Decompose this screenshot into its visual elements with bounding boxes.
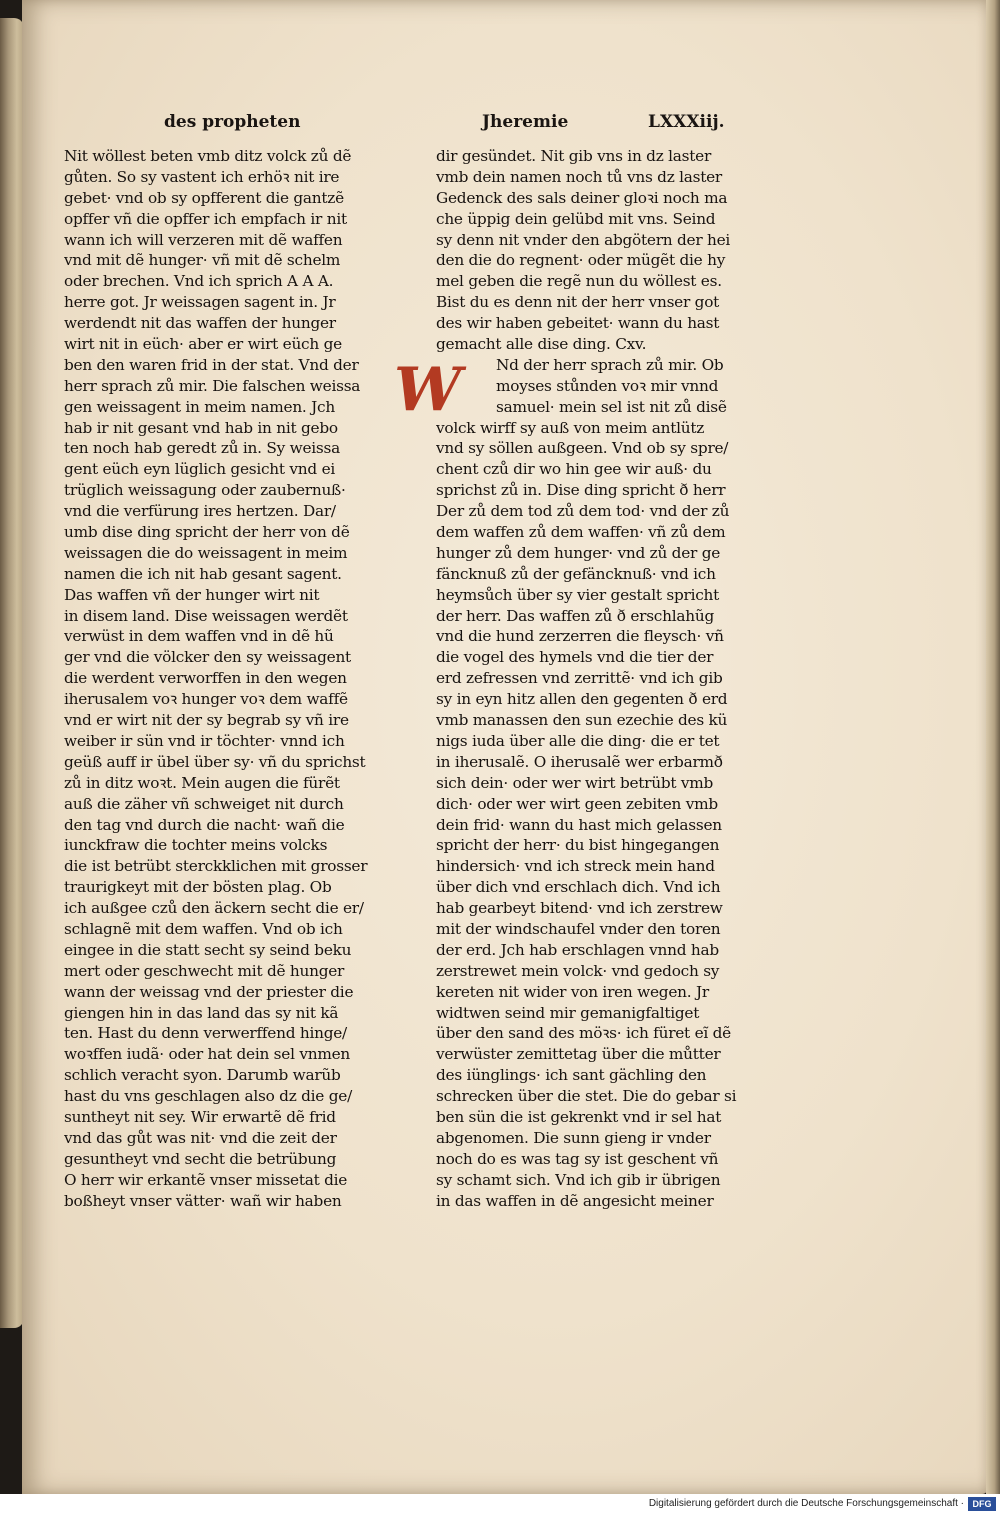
book-edge-right: [986, 0, 1000, 1494]
text-line: der erd. Jch hab erschlagen vnnd hab: [436, 940, 719, 959]
text-line: O herr wir erkantẽ vnser missetat die: [64, 1170, 348, 1189]
text-line: dein frid· wann du hast mich gelassen: [436, 815, 722, 834]
text-line: volck wirff sy auß von meim antlütz: [436, 418, 705, 437]
text-line: gen weissagent in meim namen. Jch: [64, 397, 335, 416]
text-line: vmb dein namen noch tů vns dz laster: [436, 167, 722, 186]
text-line: die werdent verworffen in den wegen: [64, 669, 347, 688]
text-line: widtwen seind mir gemanigfaltiget: [436, 1003, 700, 1022]
text-line: wirt nit in eüch· aber er wirt eüch ge: [64, 335, 342, 354]
text-line: des wir haben gebeitet· wann du hast: [436, 314, 720, 333]
text-column-left: [64, 146, 384, 1211]
text-line: verwüster zemittetag über die můtter: [436, 1045, 721, 1064]
text-column-right: [436, 146, 760, 1211]
text-line: sy in eyn hitz allen den gegenten ð erd: [436, 690, 728, 709]
text-line: in iherusalẽ. O iherusalẽ wer erbarmð: [436, 752, 723, 771]
text-line: werdendt nit das waffen der hunger: [64, 314, 336, 333]
text-line: hab ir nit gesant vnd hab in nit gebo: [64, 418, 338, 437]
text-line: gesuntheyt vnd secht die betrübung: [64, 1149, 337, 1168]
text-line: über dich vnd erschlach dich. Vnd ich: [436, 878, 721, 897]
text-line: ben den waren frid in der stat. Vnd der: [64, 355, 359, 374]
text-line: auß die zäher vñ schweiget nit durch: [64, 794, 344, 813]
text-line: trüglich weissagung oder zaubernuß·: [64, 481, 346, 500]
text-line: giengen hin in das land das sy nit kã: [64, 1003, 339, 1022]
rubricated-initial: W: [394, 355, 462, 425]
text-line: namen die ich nit hab gesant sagent.: [64, 564, 342, 583]
text-line: Nit wöllest beten vmb ditz volck zů dẽ: [64, 147, 352, 165]
text-line: ger vnd die völcker den sy weissagent: [64, 648, 351, 667]
text-line: ich außgee czů den äckern secht die er/: [64, 899, 364, 918]
text-line: die vogel des hymels vnd die tier der: [436, 648, 714, 667]
text-line: den tag vnd durch die nacht· wañ die: [64, 815, 345, 834]
text-line: weissagen die do weissagent in meim: [64, 543, 348, 562]
text-line: vnd er wirt nit der sy begrab sy vñ ire: [64, 711, 349, 730]
text-line: spricht der herr· du bist hingegangen: [436, 836, 720, 855]
footer-bar: [0, 1494, 1000, 1516]
text-line: ten. Hast du denn verwerffend hinge/: [64, 1024, 347, 1043]
text-line: boßheyt vnser vätter· wañ wir haben: [64, 1191, 342, 1210]
text-line: Das waffen vñ der hunger wirt nit: [64, 585, 320, 604]
text-line: nigs iuda über alle die ding· die er tet: [436, 731, 720, 750]
text-line: sy schamt sich. Vnd ich gib ir übrigen: [436, 1170, 721, 1189]
text-line: iherusalem voꝛ hunger voꝛ dem waffẽ: [64, 690, 348, 709]
text-line: weiber ir sün vnd ir töchter· vnnd ich: [64, 731, 345, 750]
text-line: chent czů dir wo hin gee wir auß· du: [436, 460, 712, 479]
text-line: hindersich· vnd ich streck mein hand: [436, 857, 715, 876]
text-line: Gedenck des sals deiner gloꝛi noch ma: [436, 188, 728, 207]
text-line: umb dise ding spricht der herr von dẽ: [64, 523, 350, 542]
text-line: herre got. Jr weissagen sagent in. Jr: [64, 293, 336, 312]
text-line: dich· oder wer wirt geen zebiten vmb: [436, 794, 718, 813]
text-line: gemacht alle dise ding. Cxv.: [436, 335, 647, 354]
text-line: über den sand des möꝛs· ich füret eĩ dẽ: [436, 1024, 731, 1043]
book-edge-left: [0, 18, 24, 1328]
text-line: vnd die hund zerzerren die fleysch· vñ: [436, 627, 724, 646]
text-line: vnd das gůt was nit· vnd die zeit der: [64, 1128, 337, 1147]
text-line: vnd sy söllen außgeen. Vnd ob sy spre/: [436, 439, 729, 458]
funding-credit: Digitalisierung gefördert durch die Deutsche Forschungsgemeinschaft ·: [648, 1498, 964, 1509]
text-line: vnd die verfürung ires hertzen. Dar/: [64, 502, 336, 521]
text-line: der herr. Das waffen zů ð erschlahũg: [436, 606, 714, 625]
text-line: schlich veracht syon. Darumb warũb: [64, 1066, 341, 1085]
text-line: in das waffen in dẽ angesicht meiner: [436, 1191, 714, 1210]
text-line: Nd der herr sprach zů mir. Ob: [496, 355, 724, 374]
text-line: geüß auff ir übel über sy· vñ du sprichst: [64, 752, 366, 771]
text-line: Bist du es denn nit der herr vnser got: [436, 293, 720, 312]
text-line: des iünglings· ich sant gächling den: [436, 1066, 707, 1085]
text-line: opffer vñ die opffer ich empfach ir nit: [64, 209, 347, 228]
text-line: moyses stůnden voꝛ mir vnnd: [496, 376, 719, 395]
text-line: mel geben die regẽ nun du wöllest es.: [436, 272, 722, 291]
text-line: erd zefressen vnd zerrittẽ· vnd ich gib: [436, 669, 723, 688]
text-line: che üppig dein gelübd mit vns. Seind: [436, 209, 716, 228]
text-line: vnd mit dẽ hunger· vñ mit dẽ schelm: [64, 251, 341, 270]
text-line: mert oder geschwecht mit dẽ hunger: [64, 961, 345, 980]
text-line: wann ich will verzeren mit dẽ waffen: [64, 230, 343, 249]
text-line: heymsůch über sy vier gestalt spricht: [436, 585, 720, 604]
text-line: sprichst zů in. Dise ding spricht ð herr: [436, 481, 726, 500]
text-line: gent eüch eyn lüglich gesicht vnd ei: [64, 460, 336, 479]
text-line: dir gesündet. Nit gib vns in dz laster: [436, 147, 712, 165]
text-line: suntheyt nit sey. Wir erwartẽ dẽ frid: [64, 1107, 336, 1126]
text-line: wann der weissag vnd der priester die: [64, 982, 354, 1001]
text-line: mit der windschaufel vnder den toren: [436, 919, 721, 938]
text-line: Der zů dem tod zů dem tod· vnd der zů: [436, 502, 730, 521]
text-line: abgenomen. Die sunn gieng ir vnder: [436, 1128, 711, 1147]
text-line: woꝛffen iudã· oder hat dein sel vnmen: [64, 1045, 350, 1064]
text-line: den die do regnent· oder mügẽt die hy: [436, 251, 726, 270]
text-line: in disem land. Dise weissagen werdẽt: [64, 606, 348, 625]
text-line: noch do es was tag sy ist geschent vñ: [436, 1149, 719, 1168]
text-line: sy denn nit vnder den abgötern der hei: [436, 230, 731, 249]
text-line: gůten. So sy vastent ich erhöꝛ nit ire: [64, 167, 340, 186]
folio-number: LXXXiij.: [648, 112, 725, 132]
text-line: zů in ditz woꝛt. Mein augen die fürẽt: [64, 773, 340, 792]
text-line: gebet· vnd ob sy opfferent die gantzẽ: [64, 188, 344, 207]
text-line: ben sün die ist gekrenkt vnd ir sel hat: [436, 1107, 722, 1126]
text-line: zerstrewet mein volck· vnd gedoch sy: [436, 961, 720, 980]
running-head-center: Jheremie: [482, 112, 569, 132]
running-head-left: des propheten: [164, 112, 301, 132]
text-line: hunger zů dem hunger· vnd zů der ge: [436, 543, 721, 562]
text-line: die ist betrübt sterckklichen mit grosser: [64, 857, 368, 876]
text-line: oder brechen. Vnd ich sprich A A A.: [64, 272, 334, 291]
text-line: eingee in die statt secht sy seind beku: [64, 940, 352, 959]
dfg-logo: DFG: [968, 1497, 996, 1511]
text-line: dem waffen zů dem waffen· vñ zů dem: [436, 523, 726, 542]
text-line: schrecken über die stet. Die do gebar si: [436, 1087, 737, 1106]
text-line: ten noch hab geredt zů in. Sy weissa: [64, 439, 340, 458]
text-line: schlagnẽ mit dem waffen. Vnd ob ich: [64, 919, 343, 938]
text-line: kereten nit wider von iren wegen. Jr: [436, 982, 709, 1001]
text-line: herr sprach zů mir. Die falschen weissa: [64, 376, 361, 395]
text-line: vmb manassen den sun ezechie des kü: [436, 711, 728, 730]
text-line: sich dein· oder wer wirt betrübt vmb: [436, 773, 714, 792]
text-line: fäncknuß zů der gefäncknuß· vnd ich: [436, 564, 716, 583]
text-line: hab gearbeyt bitend· vnd ich zerstrew: [436, 899, 723, 918]
text-line: iunckfraw die tochter meins volcks: [64, 836, 328, 855]
text-line: verwüst in dem waffen vnd in dẽ hũ: [64, 627, 334, 646]
text-line: samuel· mein sel ist nit zů disẽ: [496, 397, 727, 416]
text-line: hast du vns geschlagen also dz die ge/: [64, 1087, 352, 1106]
text-line: traurigkeyt mit der bösten plag. Ob: [64, 878, 332, 897]
